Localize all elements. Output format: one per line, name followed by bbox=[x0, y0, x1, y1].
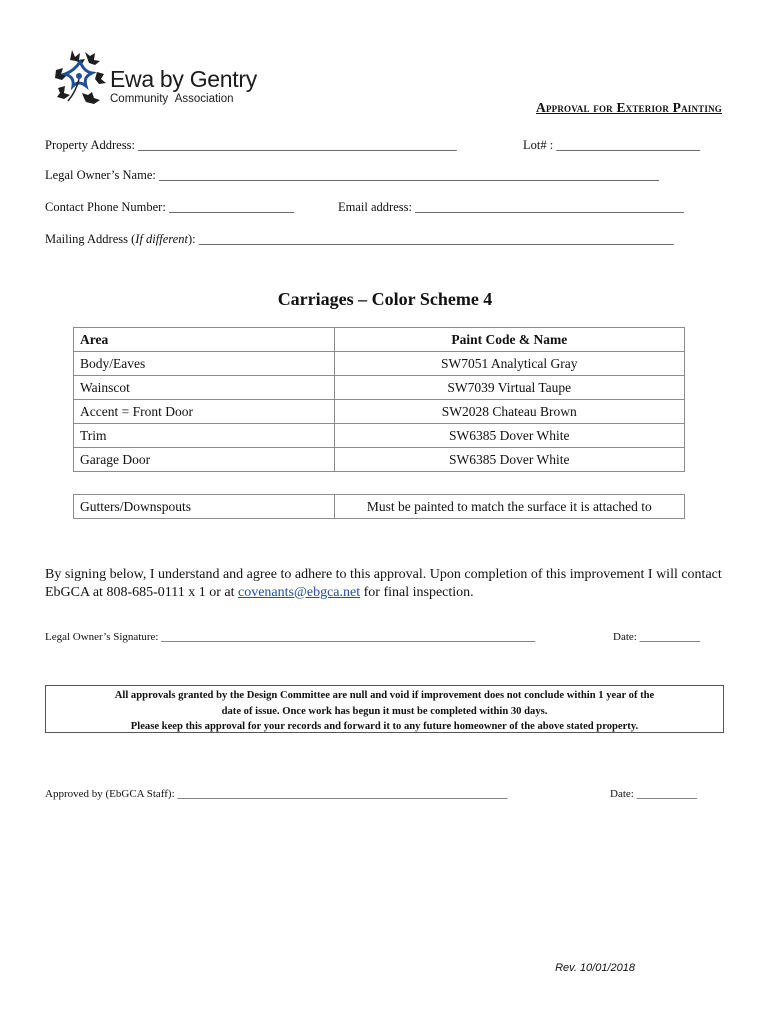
mailing-address-italic: If different bbox=[135, 232, 188, 246]
table-row bbox=[74, 352, 685, 376]
paint-code-cell: SW7051 Analytical Gray bbox=[334, 352, 684, 376]
gutters-area-cell: Gutters/Downspouts bbox=[74, 495, 335, 519]
revision-label: Rev. 10/01/2018 bbox=[555, 962, 635, 974]
approved-date-field[interactable]: Date: ___________ bbox=[610, 788, 698, 800]
color-scheme-title: Carriages – Color Scheme 4 bbox=[277, 289, 493, 309]
table-header-row bbox=[74, 328, 685, 352]
document-title: Approval for Exterior Painting bbox=[536, 100, 722, 115]
agreement-text: By signing below, I understand and agree to adhere to this approval. Upon completion of this improvement I will contact EbGCA at 808-685-0111 x 1 or at bbox=[45, 567, 722, 600]
area-cell: Body/Eaves bbox=[74, 352, 335, 376]
table-row bbox=[74, 376, 685, 400]
paint-code-cell: SW2028 Chateau Brown bbox=[334, 400, 684, 424]
notice-line: Please keep this approval for your records and forward it to any future homeowner of the above stated property. bbox=[130, 721, 639, 732]
logo-subtitle: Community Association bbox=[110, 93, 234, 105]
mailing-address-suffix: ): ____________________________________________________________________________ bbox=[187, 232, 674, 246]
paint-code-cell: SW6385 Dover White bbox=[334, 424, 684, 448]
table-row bbox=[74, 424, 685, 448]
paint-code-column-header: Paint Code & Name bbox=[334, 328, 684, 352]
color-scheme-table bbox=[73, 327, 685, 472]
gutters-table bbox=[73, 494, 685, 519]
area-cell: Accent = Front Door bbox=[74, 400, 335, 424]
agreement-paragraph bbox=[45, 566, 725, 601]
lot-number-field[interactable]: Lot# : _______________________ bbox=[523, 138, 701, 152]
table-row bbox=[74, 448, 685, 472]
paint-code-cell: SW6385 Dover White bbox=[334, 448, 684, 472]
notice-line: All approvals granted by the Design Committee are null and void if improvement does not conclude within 1 year of the bbox=[114, 690, 655, 701]
notice-line: date of issue. Once work has begun it must be completed within 30 days. bbox=[221, 705, 548, 717]
approval-notice-box bbox=[45, 685, 724, 733]
covenants-email-link[interactable]: covenants@ebgca.net bbox=[238, 584, 361, 600]
mailing-address-field[interactable] bbox=[45, 232, 674, 247]
logo-name: Ewa by Gentry bbox=[110, 66, 257, 92]
table-row bbox=[74, 495, 685, 519]
area-cell: Wainscot bbox=[74, 376, 335, 400]
gutters-note-cell: Must be painted to match the surface it is attached to bbox=[334, 495, 684, 519]
mailing-address-prefix: Mailing Address ( bbox=[45, 232, 136, 246]
agreement-text-end: for final inspection. bbox=[360, 584, 474, 600]
paint-code-cell: SW7039 Virtual Taupe bbox=[334, 376, 684, 400]
signature-date-field[interactable]: Date: ___________ bbox=[613, 631, 701, 643]
approved-by-field[interactable]: Approved by (EbGCA Staff): ____________________________________________________________ bbox=[45, 788, 508, 800]
area-cell: Trim bbox=[74, 424, 335, 448]
email-address-field[interactable]: Email address: ___________________________________________ bbox=[338, 200, 684, 214]
area-column-header: Area bbox=[74, 328, 335, 352]
property-address-field[interactable]: Property Address: ___________________________________________________ bbox=[45, 138, 457, 152]
legal-owner-name-field[interactable]: Legal Owner’s Name: ________________________________________________________________________________ bbox=[45, 168, 659, 182]
owner-signature-field[interactable]: Legal Owner’s Signature: ____________________________________________________________________ bbox=[45, 631, 536, 643]
area-cell: Garage Door bbox=[74, 448, 335, 472]
table-row bbox=[74, 400, 685, 424]
contact-phone-field[interactable]: Contact Phone Number: ____________________ bbox=[45, 200, 294, 214]
association-logo-icon bbox=[52, 48, 108, 106]
